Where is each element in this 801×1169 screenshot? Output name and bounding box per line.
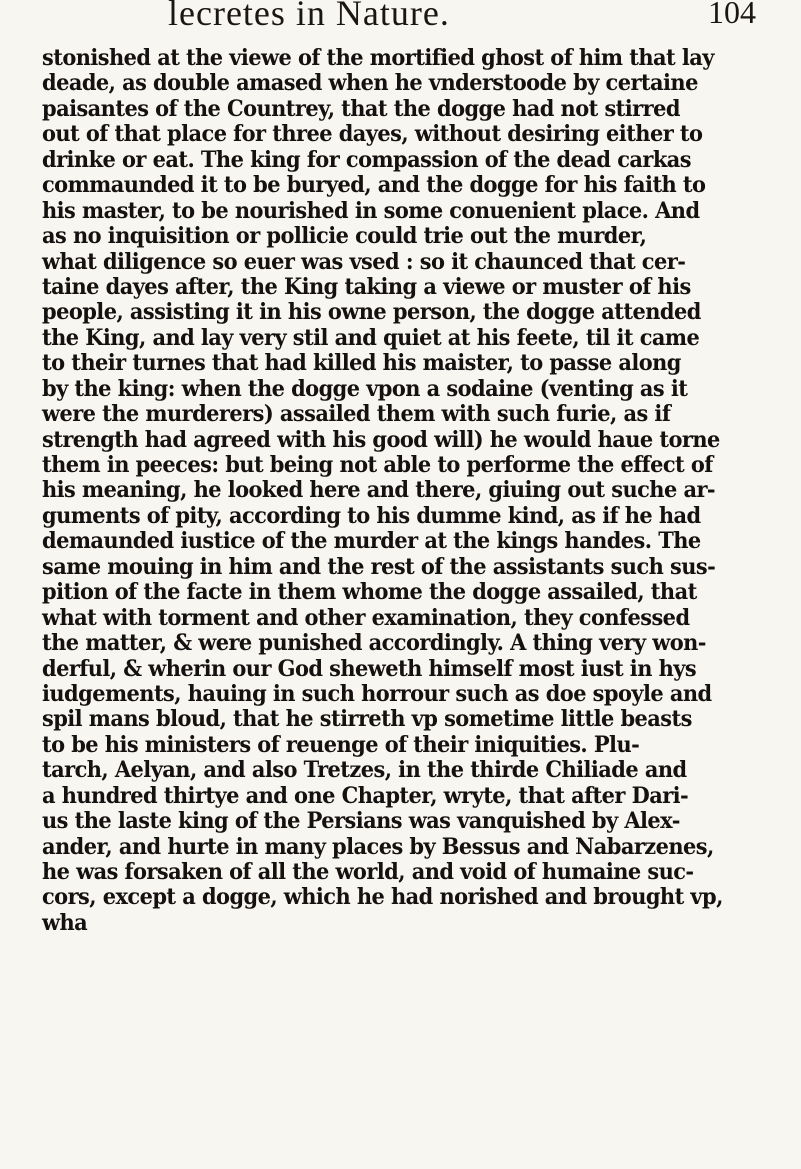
text-line: them in peeces: but being not able to performe the effect of	[42, 452, 713, 478]
text-line: guments of pity, according to his dumme kind, as if he had	[42, 502, 701, 529]
text-line: by the king: when the dogge vpon a sodaine (venting as it	[42, 375, 688, 402]
text-line: taine dayes after, the King taking a viewe or muster of his	[42, 273, 691, 300]
text-line: a hundred thirtye and one Chapter, wryte, that after Dari-	[42, 782, 689, 809]
page-number: 104	[708, 0, 756, 30]
text-line: what with torment and other examination, they confessed	[42, 604, 690, 631]
text-line: spil mans bloud, that he stirreth vp sometime little beasts	[42, 706, 692, 733]
text-line: demaunded iustice of the murder at the kings handes. The	[42, 528, 701, 555]
text-line: paisantes of the Countrey, that the dogge had not stirred	[42, 95, 680, 122]
text-line: people, assisting it in his owne person, the dogge attended	[42, 299, 701, 326]
text-line: iudgements, hauing in such horrour such as doe spoyle and	[42, 680, 712, 707]
text-line: his master, to be nourished in some conuenient place. And	[42, 197, 700, 224]
text-line: cors, except a dogge, which he had norished and brought vp,	[42, 884, 723, 911]
text-line: to be his ministers of reuenge of their iniquities. Plu-	[42, 731, 640, 758]
text-line: he was forsaken of all the world, and void of humaine suc-	[42, 859, 694, 885]
running-title: lecretes in Nature.	[168, 0, 450, 33]
text-line: derful, & wherin our God sheweth himself most iust in hys	[42, 655, 697, 682]
text-line: wha	[42, 909, 88, 936]
text-line: drinke or eat. The king for compassion of the dead carkas	[42, 146, 692, 173]
text-line: tarch, Aelyan, and also Tretzes, in the thirde Chiliade and	[42, 757, 687, 784]
text-line: to their turnes that had killed his maister, to passe along	[42, 350, 681, 377]
text-line: were the murderers) assailed them with such furie, as if	[42, 401, 671, 428]
text-line: us the laste king of the Persians was vanquished by Alex-	[42, 808, 680, 835]
text-line: out of that place for three dayes, without desiring either to	[42, 121, 703, 148]
text-line: the matter, & were punished accordingly. A thing very won-	[42, 630, 706, 657]
text-line: what diligence so euer was vsed : so it chaunced that cer-	[42, 248, 686, 275]
text-line: his meaning, he looked here and there, giuing out suche ar-	[42, 477, 716, 504]
running-head	[0, 0, 801, 32]
text-line: pition of the facte in them whome the dogge assailed, that	[42, 579, 697, 606]
text-line: commaunded it to be buryed, and the dogge for his faith to	[42, 172, 706, 199]
text-line: the King, and lay very stil and quiet at his feete, til it came	[42, 324, 700, 351]
text-line: as no inquisition or pollicie could trie out the murder,	[42, 223, 647, 250]
text-line: strength had agreed with his good will) he would haue torne	[42, 426, 720, 453]
text-line: ander, and hurte in many places by Bessus and Nabarzenes,	[42, 833, 714, 860]
text-line: stonished at the viewe of the mortified ghost of him that lay	[42, 45, 714, 71]
body-text	[42, 46, 778, 936]
text-line: deade, as double amased when he vnderstoode by certaine	[42, 70, 698, 97]
text-line: same mouing in him and the rest of the assistants such sus-	[42, 553, 716, 580]
